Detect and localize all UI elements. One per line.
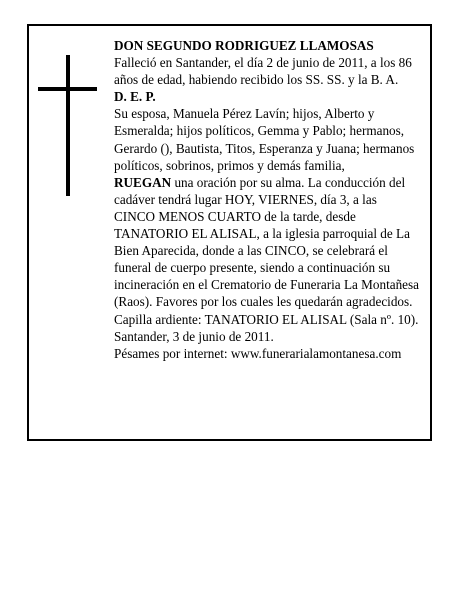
obituary-text xyxy=(114,37,420,362)
ceremony-text: una oración por su alma. La conducción del cadáver tendrá lugar HOY, VIERNES, día 3, a las CINCO MENOS CUARTO de la tarde, desde TANATORIO EL ALISAL, a la iglesia parroquial de La Bien Aparecida, donde a las CINCO, se celebrará el funeral de cuerpo presente, siendo a continuación su incineración en el Crematorio de Funeraria La Montañesa (Raos). Favores por los cuales les quedarán agradecidos. Capilla ardiente: TANATORIO EL ALISAL (Sala nº. 10). xyxy=(114,174,420,327)
cross-horizontal-bar xyxy=(38,87,97,91)
cross-vertical-bar xyxy=(66,55,70,196)
deceased-name: DON SEGUNDO RODRIGUEZ LLAMOSAS xyxy=(114,38,374,53)
death-statement: Falleció en Santander, el día 2 de junio de 2011, a los 86 años de edad, habiendo recibido los SS. SS. y la B. A. xyxy=(114,55,412,88)
family-list: Su esposa, Manuela Pérez Lavín; hijos, Alberto y Esmeralda; hijos políticos, Gemma y Pablo; hermanos, Gerardo (), Bautista, Titos, Esperanza y Juana; hermanos políticos, sobrinos, primos y demás familia, xyxy=(114,106,415,173)
condolences-line: Pésames por internet: www.funerarialamontanesa.com xyxy=(114,345,402,361)
ruegan-label: RUEGAN xyxy=(114,174,172,190)
dep-label: D. E. P. xyxy=(114,89,156,105)
place-date: Santander, 3 de junio de 2011. xyxy=(114,328,274,344)
ceremony-details xyxy=(114,174,420,328)
